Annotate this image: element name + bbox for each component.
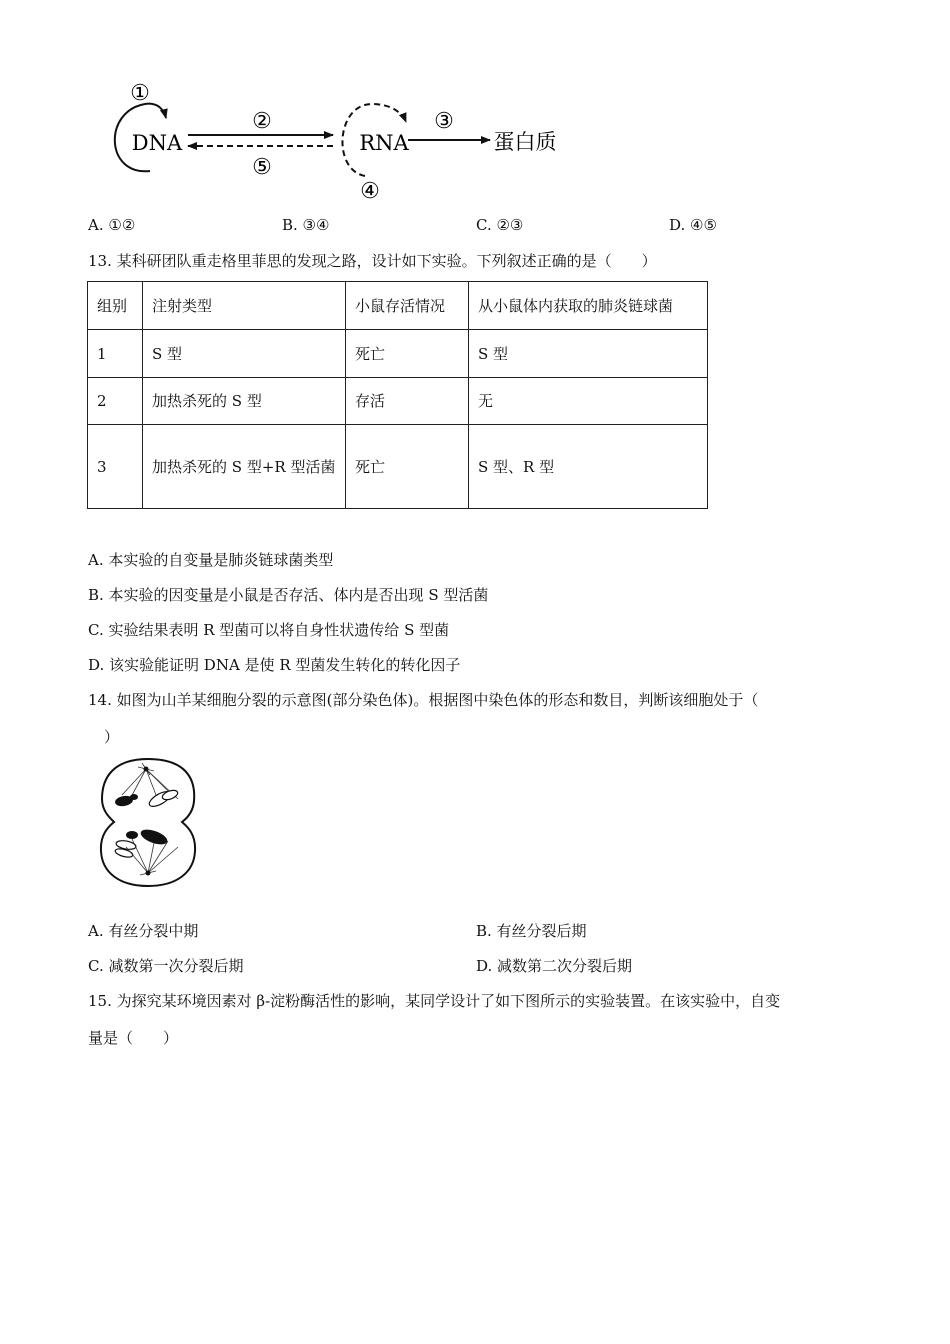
q14-option-c[interactable]: C. 减数第一次分裂后期 [88,957,244,975]
q13-option-d[interactable]: D. 该实验能证明 DNA 是使 R 型菌发生转化的转化因子 [88,656,461,674]
label-2: ② [252,109,272,134]
chromosome [161,789,179,802]
q14-option-a[interactable]: A. 有丝分裂中期 [88,922,199,940]
q15-stem-cont: 量是（ ） [88,1029,179,1047]
rna-label: RNA [359,131,409,155]
cell-survival: 死亡 [346,425,469,509]
cell-group: 1 [88,330,143,378]
q13-stem: 13. 某科研团队重走格里菲思的发现之路，设计如下实验。下列叙述正确的是（ ） [88,252,657,270]
q13-table [87,281,708,509]
q14-option-b[interactable]: B. 有丝分裂后期 [476,922,587,940]
header-bacteria: 从小鼠体内获取的肺炎链球菌 [469,282,708,330]
q12-option-d[interactable]: D. ④⑤ [669,216,717,234]
cell-bacteria: S 型、R 型 [469,425,708,509]
table-header-row [88,282,708,330]
centrosome [144,767,149,772]
cell-bacteria: 无 [469,378,708,425]
protein-label: 蛋白质 [493,130,557,154]
q12-option-b[interactable]: B. ③④ [282,216,330,234]
cell-survival: 存活 [346,378,469,425]
table-row [88,378,708,425]
table-row [88,425,708,509]
dna-label: DNA [131,131,183,155]
cell-membrane [101,759,195,886]
cell-survival: 死亡 [346,330,469,378]
q12-option-c[interactable]: C. ②③ [476,216,524,234]
label-4: ④ [360,179,380,204]
cell-division-figure [96,755,200,890]
header-group: 组别 [88,282,143,330]
cell-injection: 加热杀死的 S 型+R 型活菌 [143,425,346,509]
cell-group: 2 [88,378,143,425]
q14-stem-cont: ） [104,728,120,746]
cell-group: 3 [88,425,143,509]
cell-injection: 加热杀死的 S 型 [143,378,346,425]
cell-injection: S 型 [143,330,346,378]
central-dogma-diagram [100,76,580,206]
centrosome [146,871,151,876]
label-1: ① [130,81,150,106]
q12-option-a[interactable]: A. ①② [88,216,136,234]
label-3: ③ [434,109,454,134]
q13-option-a[interactable]: A. 本实验的自变量是肺炎链球菌类型 [88,551,334,569]
label-5: ⑤ [252,155,272,180]
chromosome [126,831,138,839]
header-injection: 注射类型 [143,282,346,330]
cell-bacteria: S 型 [469,330,708,378]
table-row [88,330,708,378]
chromosome [130,794,138,800]
header-survival: 小鼠存活情况 [346,282,469,330]
q13-option-b[interactable]: B. 本实验的因变量是小鼠是否存活、体内是否出现 S 型活菌 [88,586,489,604]
q13-option-c[interactable]: C. 实验结果表明 R 型菌可以将自身性状遗传给 S 型菌 [88,621,450,639]
q15-stem: 15. 为探究某环境因素对 β-淀粉酶活性的影响，某同学设计了如下图所示的实验装置。在该实验中，自变 [88,992,781,1010]
q14-option-d[interactable]: D. 减数第二次分裂后期 [476,957,633,975]
q14-stem: 14. 如图为山羊某细胞分裂的示意图(部分染色体)。根据图中染色体的形态和数目，判断该细胞处于（ [88,691,759,709]
